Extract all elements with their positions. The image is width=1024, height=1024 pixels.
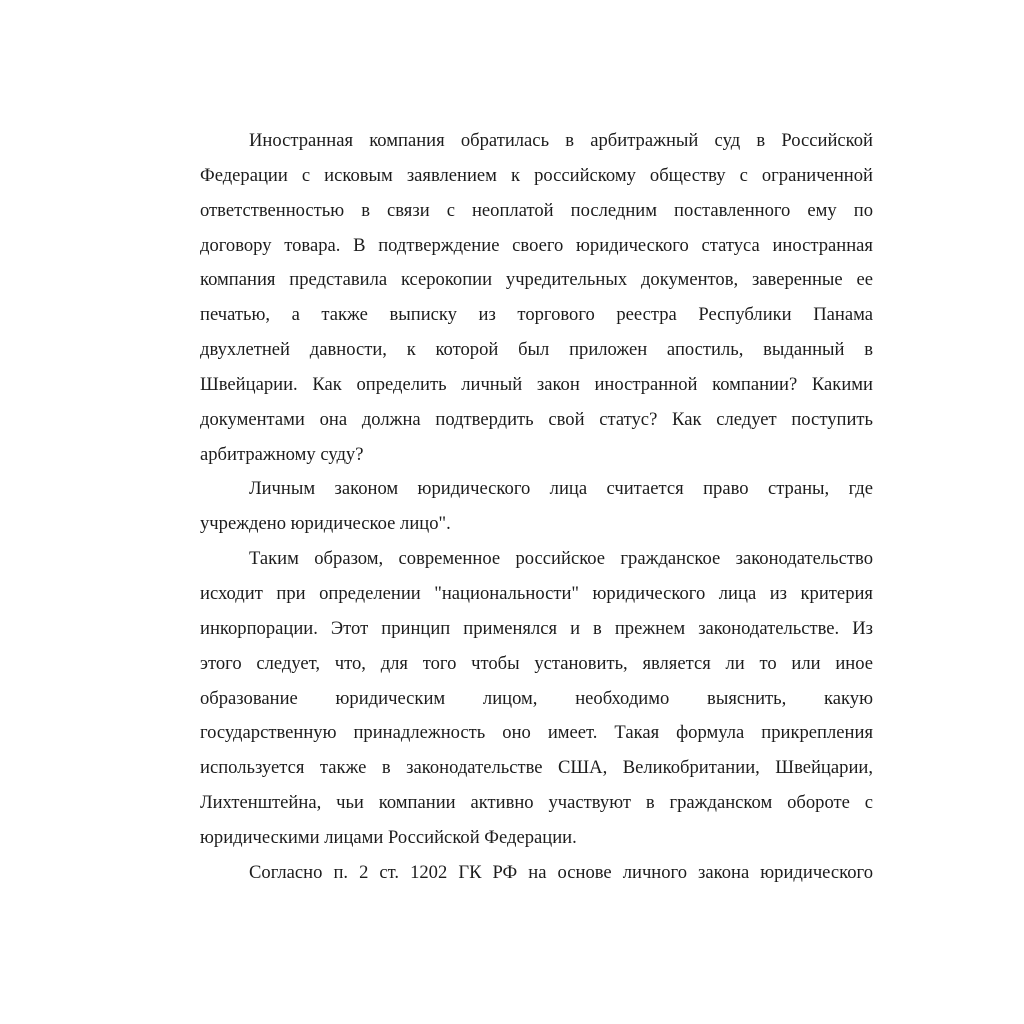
text-line: используется также в законодательстве США, Великобритании, Швейцарии,: [200, 757, 873, 779]
text-line: компания представила ксерокопии учредительных документов, заверенные ее: [200, 269, 873, 291]
text-line: этого следует, что, для того чтобы установить, является ли то или иное: [200, 652, 873, 674]
text-line: двухлетней давности, к которой был приложен апостиль, выданный в: [200, 339, 873, 361]
paragraph-personal-law-definition: [200, 472, 873, 542]
text-line: арбитражному суду?: [200, 443, 364, 465]
text-line: Личным законом юридического лица считается право страны, где: [249, 478, 873, 500]
text-line: ответственностью в связи с неоплатой последним поставленного ему по: [200, 199, 873, 221]
paragraph-case-description: [200, 124, 873, 472]
text-line: государственную принадлежность оно имеет. Такая формула прикрепления: [200, 722, 873, 744]
paragraph-article-1202: [200, 856, 873, 891]
text-line: Швейцарии. Как определить личный закон иностранной компании? Какими: [200, 373, 873, 395]
text-line: Федерации с исковым заявлением к российскому обществу с ограниченной: [200, 164, 873, 186]
text-line: образование юридическим лицом, необходимо выяснить, какую: [200, 687, 873, 709]
text-line: Лихтенштейна, чьи компании активно участвуют в гражданском обороте с: [200, 792, 873, 814]
text-line: печатью, а также выписку из торгового реестра Республики Панама: [200, 304, 873, 326]
text-line: Таким образом, современное российское гражданское законодательство: [249, 548, 873, 570]
text-line: Согласно п. 2 ст. 1202 ГК РФ на основе личного закона юридического: [249, 861, 873, 883]
paragraph-incorporation-criterion: [200, 542, 873, 856]
text-line: учреждено юридическое лицо".: [200, 513, 451, 535]
text-line: исходит при определении "национальности" юридического лица из критерия: [200, 582, 873, 604]
text-line: документами она должна подтвердить свой статус? Как следует поступить: [200, 408, 873, 430]
text-line: инкорпорации. Этот принцип применялся и в прежнем законодательстве. Из: [200, 617, 873, 639]
document-body: [200, 124, 873, 891]
text-line: договору товара. В подтверждение своего юридического статуса иностранная: [200, 234, 873, 256]
text-line: Иностранная компания обратилась в арбитражный суд в Российской: [249, 130, 873, 151]
text-line: юридическими лицами Российской Федерации.: [200, 826, 577, 848]
